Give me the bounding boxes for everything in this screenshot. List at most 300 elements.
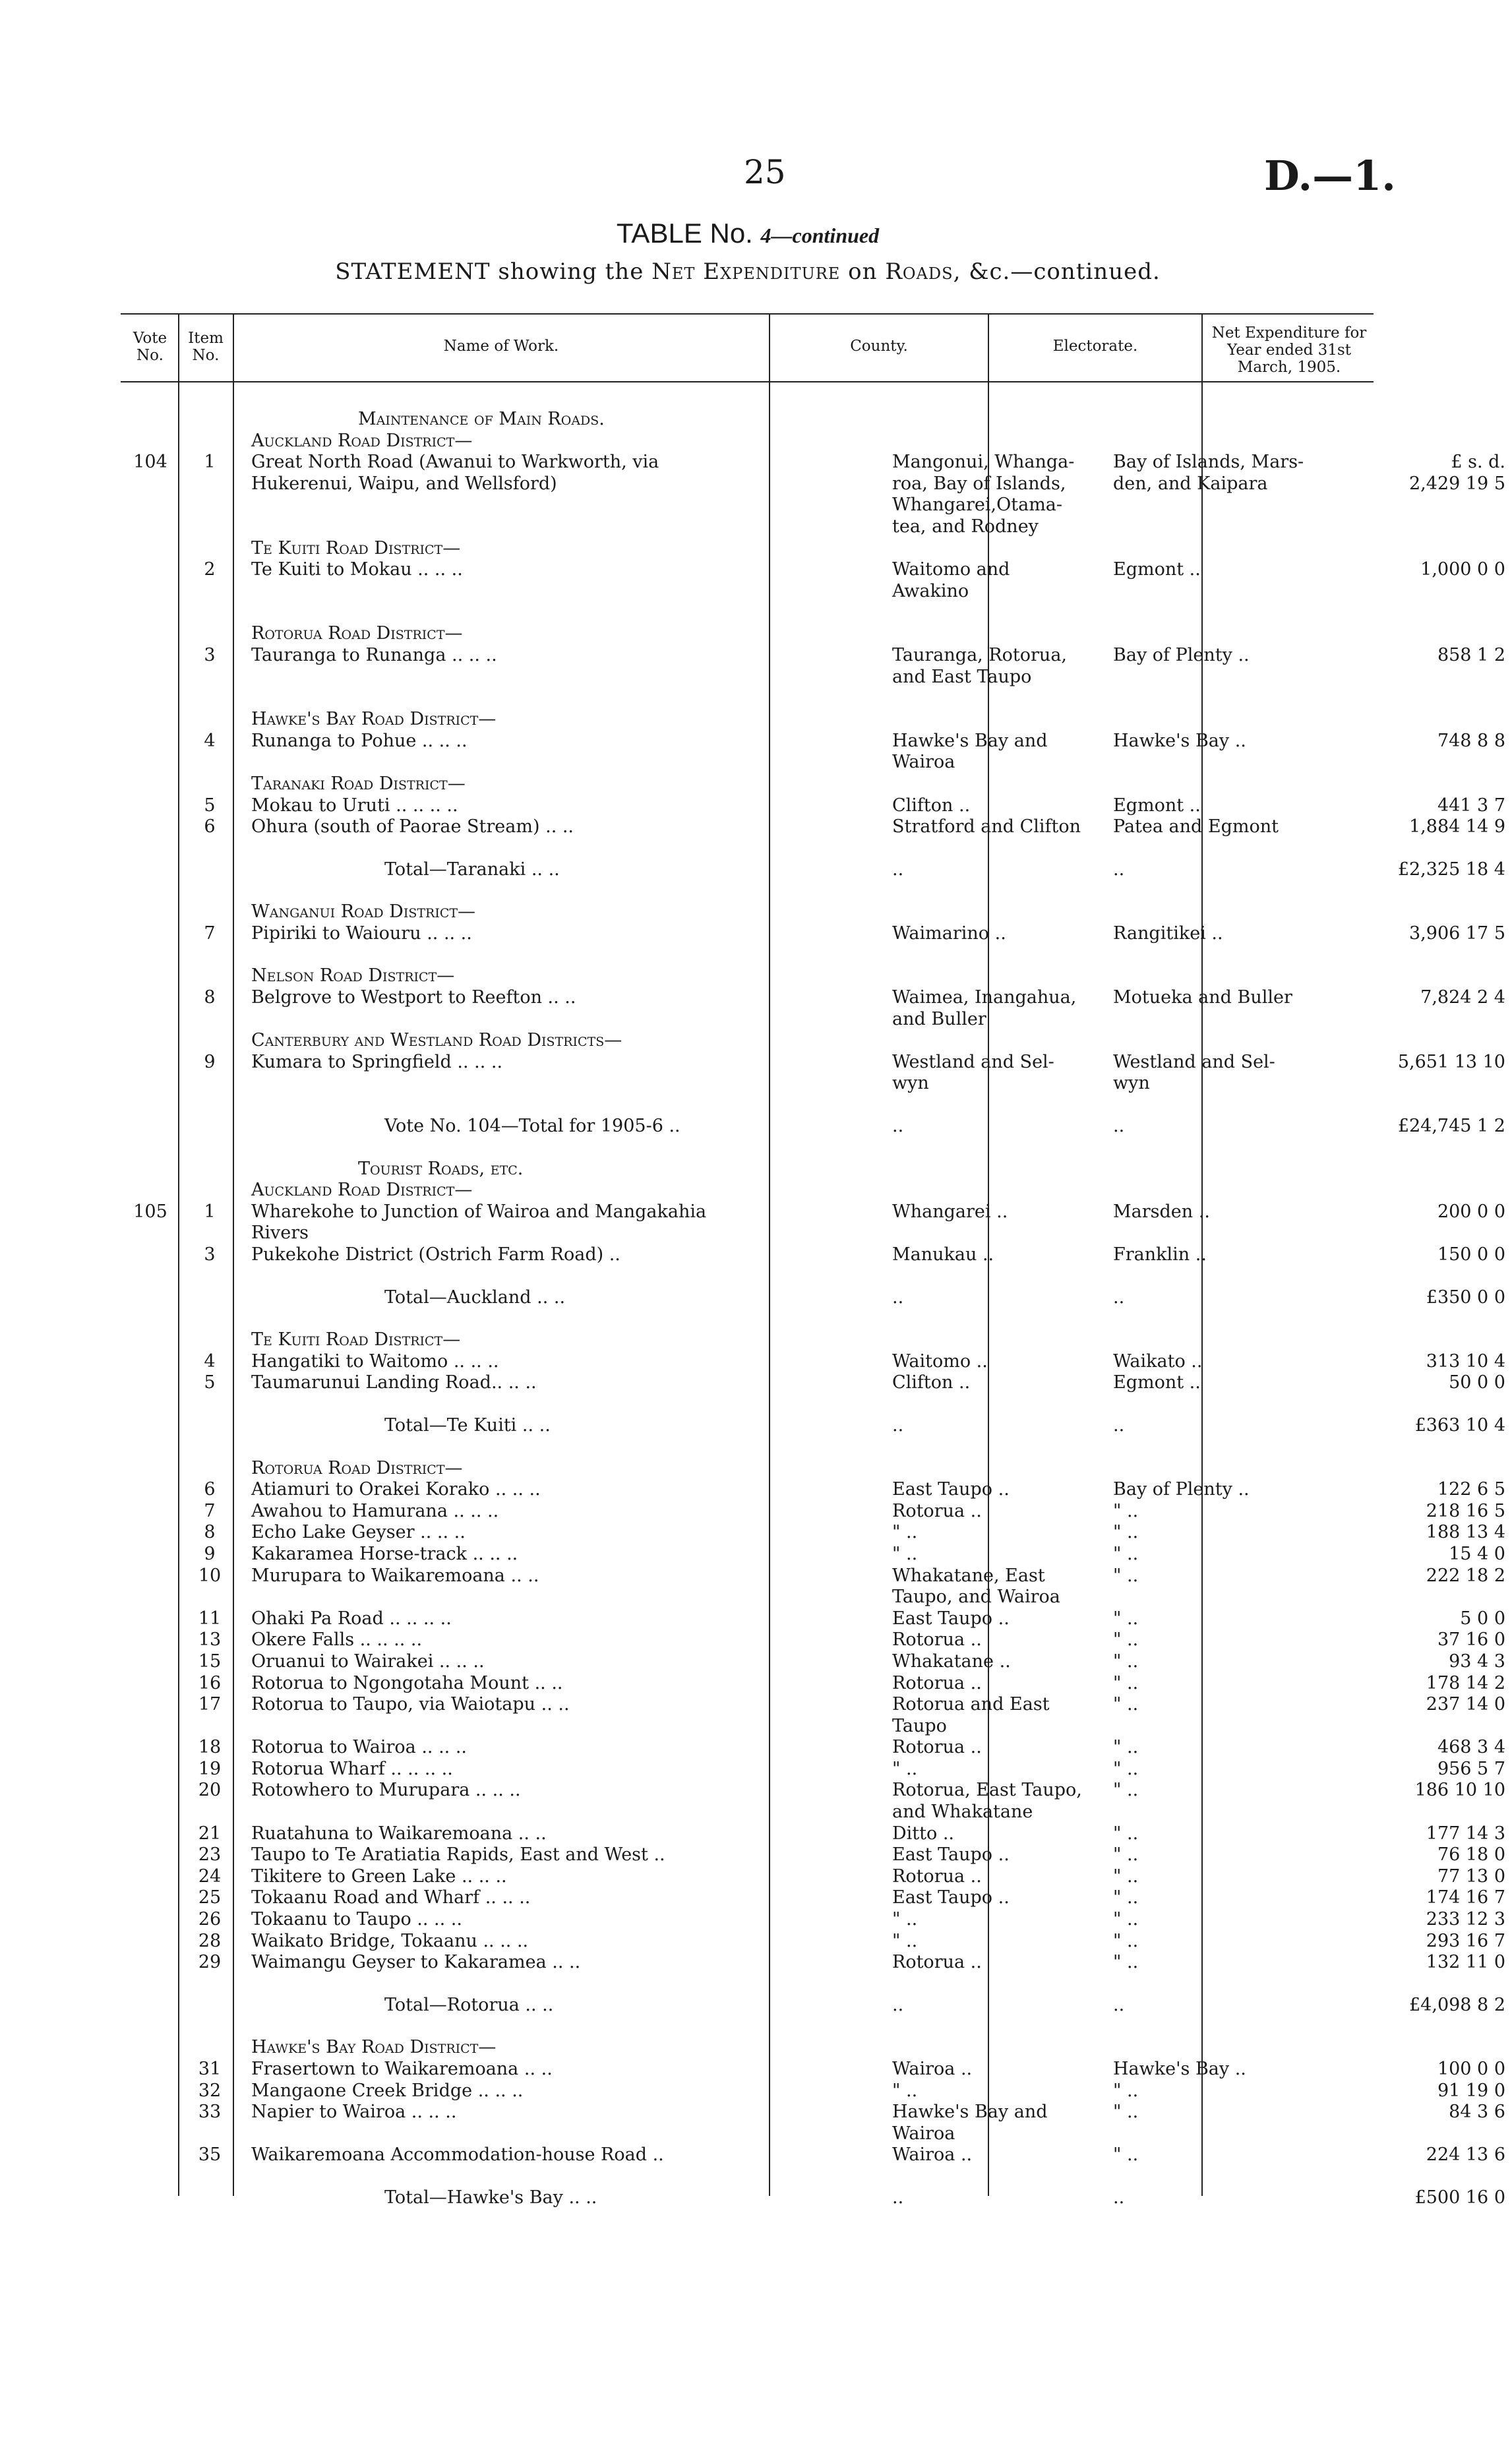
table-row xyxy=(121,1844,1512,1866)
item-cell xyxy=(180,1415,239,1437)
work-cell xyxy=(239,752,886,774)
item-cell xyxy=(180,602,239,623)
work-cell: Murupara to Waikaremoana .. .. xyxy=(251,1565,539,1586)
work-cell: Canterbury and Westland Road Districts— xyxy=(251,1030,622,1051)
work-cell: Tikitere to Green Lake .. .. .. xyxy=(251,1866,507,1887)
item-cell: 2 xyxy=(204,559,216,580)
item-cell xyxy=(180,2016,239,2037)
item-cell xyxy=(180,1116,239,1138)
vote-cell xyxy=(121,495,180,516)
table-row xyxy=(121,1201,1512,1223)
work-cell xyxy=(239,516,886,538)
work-cell xyxy=(239,1095,886,1116)
table-row xyxy=(121,1651,1512,1673)
electorate-cell xyxy=(1106,1223,1327,1244)
item-cell xyxy=(180,1223,239,1244)
table-row xyxy=(121,516,1512,538)
table-row xyxy=(121,667,1512,688)
amount-cell xyxy=(1327,1458,1512,1480)
electorate-cell xyxy=(1106,516,1327,538)
vote-cell xyxy=(121,1823,180,1845)
col-header-item: Item No. xyxy=(188,330,224,364)
item-cell: 11 xyxy=(198,1608,222,1629)
electorate-cell: .. xyxy=(1113,859,1125,880)
item-cell: 15 xyxy=(198,1651,222,1672)
vote-cell xyxy=(121,1844,180,1866)
work-cell: Mokau to Uruti .. .. .. .. xyxy=(251,795,458,816)
electorate-cell: " .. xyxy=(1113,1909,1139,1930)
electorate-cell: .. xyxy=(1113,1287,1125,1308)
electorate-cell: Egmont .. xyxy=(1113,1372,1201,1393)
county-cell xyxy=(886,774,1106,795)
county-cell: .. xyxy=(892,1994,904,2015)
item-cell xyxy=(180,1802,239,1823)
amount-cell xyxy=(1327,709,1512,731)
vote-cell xyxy=(121,923,180,945)
electorate-cell: Bay of Plenty .. xyxy=(1113,644,1250,665)
table-row xyxy=(121,409,1512,431)
electorate-cell: Marsden .. xyxy=(1113,1201,1210,1222)
electorate-cell xyxy=(1106,2166,1327,2187)
amount-cell xyxy=(1327,1437,1512,1458)
table-row xyxy=(121,1887,1512,1909)
electorate-cell: " .. xyxy=(1113,2102,1139,2123)
vote-cell xyxy=(121,1073,180,1095)
vote-cell xyxy=(121,709,180,731)
county-cell: Rotorua .. xyxy=(892,1500,982,1521)
amount-cell: 233 12 3 xyxy=(1426,1909,1505,1930)
item-cell xyxy=(180,688,239,709)
table-row xyxy=(121,1116,1512,1138)
electorate-cell: " .. xyxy=(1113,2144,1139,2166)
header-top-rule xyxy=(121,313,1374,315)
vote-cell xyxy=(121,1159,180,1180)
item-cell xyxy=(180,495,239,516)
item-cell xyxy=(180,752,239,774)
electorate-cell xyxy=(1106,1458,1327,1480)
item-cell: 3 xyxy=(204,644,216,665)
statement-sc2: Roads xyxy=(885,258,953,285)
statement-prefix: STATEMENT showing the xyxy=(335,258,652,285)
vote-cell xyxy=(121,1095,180,1116)
electorate-cell xyxy=(1106,880,1327,901)
county-cell: Mangonui, Whanga- xyxy=(892,452,1075,473)
amount-cell xyxy=(1327,944,1512,965)
amount-cell xyxy=(1327,1159,1512,1180)
work-cell: Rotowhero to Murupara .. .. .. xyxy=(251,1780,521,1801)
table-row xyxy=(121,1095,1512,1116)
table-row xyxy=(121,1544,1512,1565)
page-number: 25 xyxy=(744,153,786,191)
electorate-cell xyxy=(1106,602,1327,623)
county-cell: Hawke's Bay and xyxy=(892,2102,1048,2123)
item-cell xyxy=(180,944,239,965)
vote-cell xyxy=(121,1458,180,1480)
vote-cell xyxy=(121,1308,180,1329)
work-cell: Rivers xyxy=(251,1223,309,1244)
work-cell: Rotorua to Taupo, via Waiotapu .. .. xyxy=(251,1694,570,1715)
county-cell: Ditto .. xyxy=(892,1823,954,1844)
item-cell: 21 xyxy=(198,1823,222,1844)
vote-cell xyxy=(121,1479,180,1501)
vote-cell xyxy=(121,987,180,1009)
vote-cell xyxy=(121,1372,180,1394)
county-cell xyxy=(886,431,1106,452)
county-cell: and Whakatane xyxy=(892,1802,1033,1823)
work-cell xyxy=(239,2166,886,2187)
header-bottom-rule xyxy=(121,381,1374,382)
work-cell: Taumarunui Landing Road.. .. .. xyxy=(251,1372,537,1393)
statement-suffix: , &c.—continued. xyxy=(953,258,1161,285)
vote-cell: 105 xyxy=(133,1201,167,1222)
item-cell xyxy=(180,1437,239,1458)
county-cell xyxy=(886,1159,1106,1180)
item-cell xyxy=(180,1180,239,1201)
vote-cell xyxy=(121,1030,180,1052)
amount-cell: £24,745 1 2 xyxy=(1397,1116,1505,1137)
amount-cell: 178 14 2 xyxy=(1426,1672,1505,1693)
electorate-cell: " .. xyxy=(1113,1823,1139,1844)
table-row xyxy=(121,1737,1512,1759)
vote-cell xyxy=(121,1974,180,1995)
table-row xyxy=(121,1716,1512,1738)
work-cell: Rotorua Road District— xyxy=(251,623,463,644)
work-cell: Kumara to Springfield .. .. .. xyxy=(251,1051,503,1072)
amount-cell: 224 13 6 xyxy=(1426,2144,1505,2166)
electorate-cell: " .. xyxy=(1113,1844,1139,1866)
amount-cell: 93 4 3 xyxy=(1449,1651,1505,1672)
county-cell: Wairoa .. xyxy=(892,2059,973,2079)
electorate-cell xyxy=(1106,688,1327,709)
amount-cell: 132 11 0 xyxy=(1426,1952,1505,1973)
item-cell xyxy=(180,1287,239,1309)
amount-cell: 50 0 0 xyxy=(1449,1372,1505,1393)
table-row xyxy=(121,1931,1512,1953)
item-cell: 23 xyxy=(198,1844,222,1866)
vote-cell xyxy=(121,581,180,603)
electorate-cell xyxy=(1106,581,1327,603)
item-cell xyxy=(180,623,239,645)
vote-cell xyxy=(121,559,180,581)
county-cell xyxy=(886,1394,1106,1415)
electorate-cell: Westland and Sel- xyxy=(1113,1051,1275,1072)
amount-cell: 313 10 4 xyxy=(1426,1351,1505,1372)
amount-cell: 858 1 2 xyxy=(1437,644,1505,665)
work-cell: Waikaremoana Accommodation-house Road .. xyxy=(251,2144,664,2166)
county-cell: Clifton .. xyxy=(892,795,971,816)
work-cell: Rotorua Wharf .. .. .. .. xyxy=(251,1758,453,1779)
vote-cell xyxy=(121,880,180,901)
vote-cell xyxy=(121,1887,180,1909)
county-cell: Stratford and Clifton xyxy=(892,816,1081,837)
work-cell: Vote No. 104—Total for 1905-6 .. xyxy=(384,1116,680,1137)
table-row xyxy=(121,1009,1512,1031)
table-row xyxy=(121,2059,1512,2081)
vote-cell xyxy=(121,944,180,965)
table-row xyxy=(121,602,1512,623)
vote-cell xyxy=(121,538,180,560)
table-row xyxy=(121,2081,1512,2102)
work-cell: Tokaanu Road and Wharf .. .. .. xyxy=(251,1887,531,1908)
electorate-cell: Patea and Egmont xyxy=(1113,816,1279,837)
county-cell: East Taupo .. xyxy=(892,1887,1010,1908)
amount-cell: 76 18 0 xyxy=(1437,1844,1505,1866)
county-cell: Wairoa xyxy=(892,752,955,773)
col-header-county: County. xyxy=(850,338,908,355)
electorate-cell: " .. xyxy=(1113,2080,1139,2101)
table-row xyxy=(121,1052,1512,1074)
work-cell: Mangaone Creek Bridge .. .. .. xyxy=(251,2080,524,2101)
table-row xyxy=(121,2187,1512,2209)
work-cell: Frasertown to Waikaremoana .. .. xyxy=(251,2059,553,2079)
vote-cell xyxy=(121,1629,180,1651)
county-cell xyxy=(886,965,1106,987)
county-cell: Westland and Sel- xyxy=(892,1051,1054,1072)
amount-cell xyxy=(1327,431,1512,452)
work-cell: Ohaki Pa Road .. .. .. .. xyxy=(251,1608,452,1629)
county-cell xyxy=(886,944,1106,965)
vote-cell xyxy=(121,2037,180,2059)
item-cell xyxy=(180,1587,239,1608)
amount-cell xyxy=(1327,774,1512,795)
amount-cell xyxy=(1327,2037,1512,2059)
vote-cell xyxy=(121,516,180,538)
vote-cell xyxy=(121,816,180,838)
electorate-cell: " .. xyxy=(1113,1952,1139,1973)
item-cell xyxy=(180,1458,239,1480)
work-cell: Pipiriki to Waiouru .. .. .. xyxy=(251,923,472,944)
item-cell: 1 xyxy=(204,1201,216,1222)
vote-cell xyxy=(121,1223,180,1244)
electorate-cell xyxy=(1106,1095,1327,1116)
county-cell: tea, and Rodney xyxy=(892,516,1039,537)
amount-cell: 218 16 5 xyxy=(1426,1500,1505,1521)
amount-cell: 293 16 7 xyxy=(1426,1930,1505,1951)
table-row xyxy=(121,1138,1512,1159)
item-cell xyxy=(180,859,239,881)
item-cell: 5 xyxy=(204,795,216,816)
item-cell: 31 xyxy=(198,2059,222,2079)
table-row xyxy=(121,1479,1512,1501)
electorate-cell: " .. xyxy=(1113,1694,1139,1715)
table-row xyxy=(121,2037,1512,2059)
amount-cell xyxy=(1327,1030,1512,1052)
county-cell: " .. xyxy=(892,1543,918,1564)
table-row xyxy=(121,1802,1512,1823)
item-cell xyxy=(180,2187,239,2209)
work-cell: Taupo to Te Aratiatia Rapids, East and West .. xyxy=(251,1844,665,1866)
electorate-cell: " .. xyxy=(1113,1565,1139,1586)
county-cell: " .. xyxy=(892,1909,918,1930)
vote-cell xyxy=(121,1266,180,1287)
table-row xyxy=(121,2016,1512,2037)
county-cell xyxy=(886,1437,1106,1458)
electorate-cell: Egmont .. xyxy=(1113,559,1201,580)
county-cell: East Taupo .. xyxy=(892,1479,1010,1500)
table-row xyxy=(121,1458,1512,1480)
vote-cell xyxy=(121,1866,180,1888)
vote-cell xyxy=(121,1544,180,1565)
table-row xyxy=(121,559,1512,581)
amount-cell: 7,824 2 4 xyxy=(1420,987,1505,1008)
county-cell xyxy=(886,1974,1106,1995)
electorate-cell xyxy=(1106,2016,1327,2037)
electorate-cell xyxy=(1106,752,1327,774)
work-cell xyxy=(239,2123,886,2145)
work-cell xyxy=(239,581,886,603)
vote-cell xyxy=(121,1909,180,1931)
electorate-cell xyxy=(1106,1329,1327,1351)
vote-cell xyxy=(121,1651,180,1673)
electorate-cell xyxy=(1106,495,1327,516)
item-cell: 17 xyxy=(198,1694,222,1715)
electorate-cell xyxy=(1106,1138,1327,1159)
item-cell xyxy=(180,901,239,923)
amount-cell xyxy=(1327,1266,1512,1287)
vote-cell xyxy=(121,1415,180,1437)
county-cell xyxy=(886,602,1106,623)
county-cell: Rotorua, East Taupo, xyxy=(892,1780,1082,1801)
vote-cell xyxy=(121,1394,180,1415)
electorate-cell: " .. xyxy=(1113,1780,1139,1801)
table-row xyxy=(121,774,1512,795)
vote-cell: 104 xyxy=(133,452,167,473)
table-row xyxy=(121,1952,1512,1974)
table-title xyxy=(0,218,1496,249)
vote-cell xyxy=(121,602,180,623)
amount-cell xyxy=(1327,1073,1512,1095)
amount-cell xyxy=(1327,752,1512,774)
county-cell: Rotorua .. xyxy=(892,1952,982,1973)
work-cell: Oruanui to Wairakei .. .. .. xyxy=(251,1651,485,1672)
amount-cell: 84 3 6 xyxy=(1449,2102,1505,2123)
vote-cell xyxy=(121,1952,180,1974)
amount-cell xyxy=(1327,1974,1512,1995)
county-cell xyxy=(886,880,1106,901)
table-row xyxy=(121,795,1512,817)
work-cell: Te Kuiti Road District— xyxy=(251,537,461,559)
table-row xyxy=(121,2166,1512,2187)
electorate-cell: " .. xyxy=(1113,1672,1139,1693)
county-cell: Waimarino .. xyxy=(892,923,1006,944)
work-cell: Total—Auckland .. .. xyxy=(384,1287,566,1308)
item-cell xyxy=(180,1394,239,1415)
vote-cell xyxy=(121,1587,180,1608)
vote-cell xyxy=(121,838,180,859)
county-cell xyxy=(886,2037,1106,2059)
item-cell xyxy=(180,2037,239,2059)
work-cell: Okere Falls .. .. .. .. xyxy=(251,1629,423,1651)
col-header-vote: Vote No. xyxy=(133,330,167,364)
work-cell xyxy=(239,2016,886,2037)
amount-cell xyxy=(1327,688,1512,709)
electorate-cell: " .. xyxy=(1113,1866,1139,1887)
county-cell: .. xyxy=(892,1116,904,1137)
county-cell: Whakatane, East xyxy=(892,1565,1045,1586)
electorate-cell: " .. xyxy=(1113,1608,1139,1629)
item-cell xyxy=(180,1095,239,1116)
item-cell xyxy=(180,1329,239,1351)
item-cell: 5 xyxy=(204,1372,216,1393)
vote-cell xyxy=(121,752,180,774)
item-cell xyxy=(180,1716,239,1738)
electorate-cell: wyn xyxy=(1113,1073,1150,1094)
table-row xyxy=(121,1351,1512,1373)
vote-cell xyxy=(121,2123,180,2145)
electorate-cell xyxy=(1106,1180,1327,1201)
table-row xyxy=(121,538,1512,560)
work-cell: Ohura (south of Paorae Stream) .. .. xyxy=(251,816,574,837)
electorate-cell: Franklin .. xyxy=(1113,1244,1207,1265)
item-cell: 33 xyxy=(198,2102,222,2123)
work-cell: Rotorua to Wairoa .. .. .. xyxy=(251,1737,467,1758)
col-header-expenditure: Net Expenditure for Year ended 31st March, 1905. xyxy=(1211,324,1367,376)
vote-cell xyxy=(121,774,180,795)
work-cell: Te Kuiti Road District— xyxy=(251,1329,461,1351)
work-cell: Taranaki Road District— xyxy=(251,773,466,794)
amount-cell xyxy=(1327,409,1512,431)
amount-cell xyxy=(1327,2016,1512,2037)
vote-cell xyxy=(121,1329,180,1351)
table-row xyxy=(121,1159,1512,1180)
county-cell: " .. xyxy=(892,1930,918,1951)
work-cell xyxy=(239,667,886,688)
vote-cell xyxy=(121,1180,180,1201)
table-row xyxy=(121,1629,1512,1651)
table-row xyxy=(121,2102,1512,2123)
amount-cell xyxy=(1327,880,1512,901)
electorate-cell xyxy=(1106,901,1327,923)
work-cell: Auckland Road District— xyxy=(251,1180,473,1201)
county-cell xyxy=(886,2166,1106,2187)
amount-cell: 3,906 17 5 xyxy=(1409,923,1505,944)
county-cell: Rotorua .. xyxy=(892,1866,982,1887)
county-cell xyxy=(886,1180,1106,1201)
work-cell: Waikato Bridge, Tokaanu .. .. .. xyxy=(251,1930,529,1951)
electorate-cell xyxy=(1106,1009,1327,1031)
county-cell: Wairoa .. xyxy=(892,2144,973,2166)
col-header-work: Name of Work. xyxy=(443,338,559,355)
county-cell: Waimea, Inangahua, xyxy=(892,987,1077,1008)
item-cell: 20 xyxy=(198,1780,222,1801)
electorate-cell xyxy=(1106,2037,1327,2059)
work-cell: Napier to Wairoa .. .. .. xyxy=(251,2102,457,2123)
table-row xyxy=(121,1694,1512,1716)
county-cell xyxy=(886,1030,1106,1052)
vote-cell xyxy=(121,431,180,452)
table-row xyxy=(121,965,1512,987)
table-row xyxy=(121,1073,1512,1095)
electorate-cell: den, and Kaipara xyxy=(1113,473,1268,494)
item-cell xyxy=(180,1159,239,1180)
vote-cell xyxy=(121,1052,180,1074)
item-cell xyxy=(180,1073,239,1095)
work-cell: Hangatiki to Waitomo .. .. .. xyxy=(251,1351,499,1372)
county-cell xyxy=(886,838,1106,859)
amount-cell xyxy=(1327,602,1512,623)
county-cell: and Buller xyxy=(892,1008,986,1029)
table-row xyxy=(121,1673,1512,1695)
table-row xyxy=(121,1823,1512,1845)
vote-cell xyxy=(121,901,180,923)
work-cell: Wanganui Road District— xyxy=(251,901,476,923)
amount-cell: 222 18 2 xyxy=(1426,1565,1505,1586)
amount-cell: 15 4 0 xyxy=(1449,1543,1505,1564)
county-cell: Whangarei,Otama- xyxy=(892,495,1063,516)
electorate-cell xyxy=(1106,1802,1327,1823)
county-cell xyxy=(886,1266,1106,1287)
table-row xyxy=(121,1394,1512,1415)
